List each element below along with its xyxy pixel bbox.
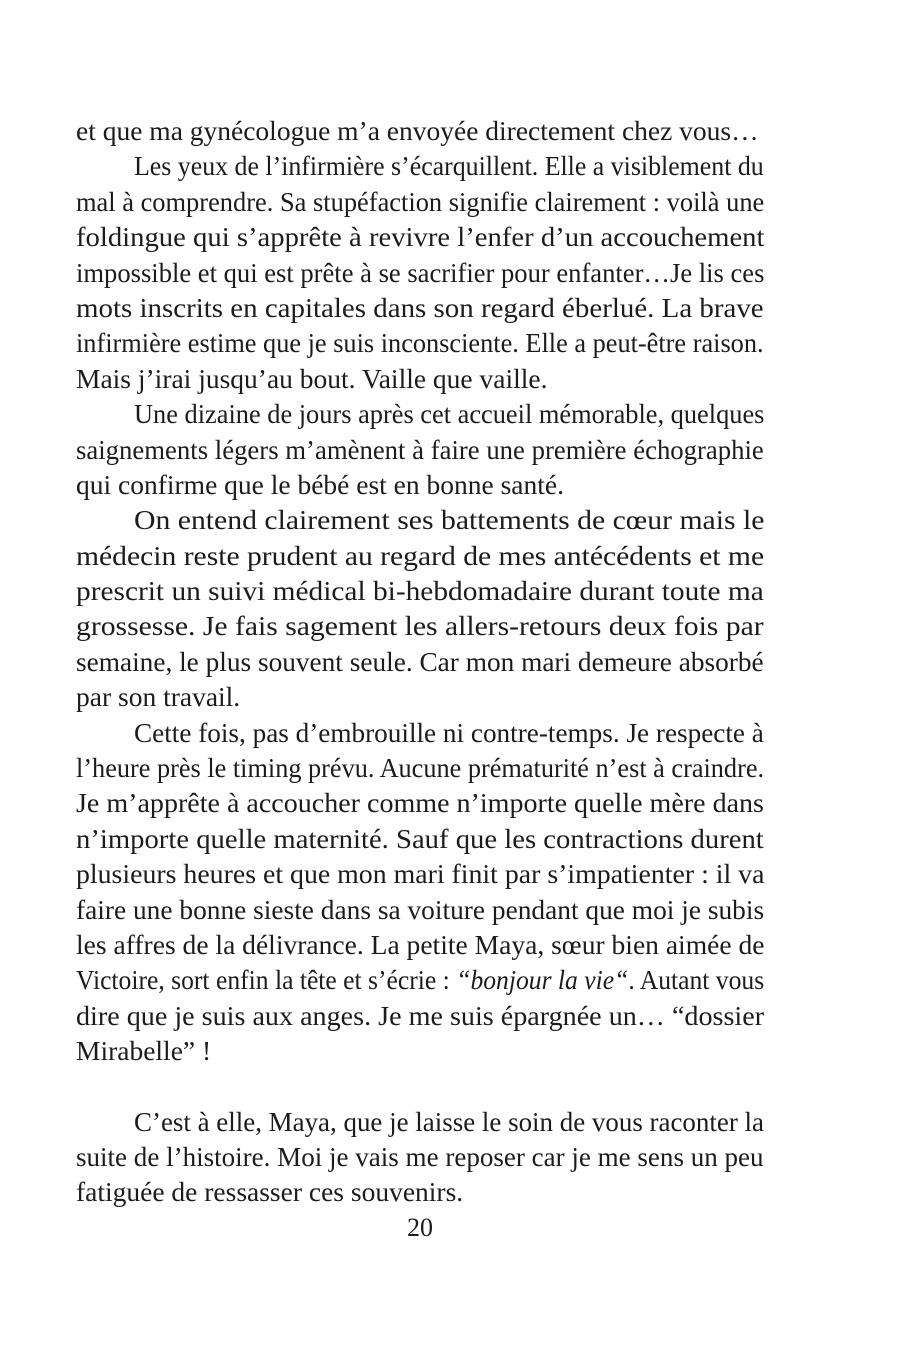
paragraph [76,502,764,714]
text-line: par son travail. [76,681,241,713]
text-line: prescrit un suivi médical bi-hebdomadaire durant toute ma [76,575,764,607]
text-line: et que ma gynécologue m’a envoyée directement chez vous… [76,115,759,146]
text-line: mots inscrits en capitales dans son regard éberlué. La brave [76,291,764,323]
paragraph [76,1104,764,1210]
paragraph [76,113,764,148]
text-line: l’heure près le timing prévu. Aucune prématurité n’est à craindre. [76,752,765,784]
text-line: les affres de la délivrance. La petite Maya, sœur bien aimée de [76,928,765,960]
text-line: saignements légers m’amènent à faire une première échographie [76,433,764,465]
text-line: grossesse. Je fais sagement les allers-retours deux fois par [76,610,764,642]
page-number: 20 [407,1213,433,1242]
text-line: Les yeux de l’infirmière s’écarquillent. Elle a visiblement du [134,150,764,182]
paragraph [76,396,764,502]
text-line: dire que je suis aux anges. Je me suis épargnée un… “dossier [76,999,765,1031]
text-line: mal à comprendre. Sa stupéfaction signifie clairement : voilà une [76,185,765,217]
text-line: médecin reste prudent au regard de mes antécédents et me [76,539,765,571]
text-line: suite de l’histoire. Moi je vais me reposer car je me sens un peu [76,1140,764,1172]
text-line: Mais j’irai jusqu’au bout. Vaille que vaille. [76,362,548,394]
paragraph [76,148,764,396]
text-line: C’est à elle, Maya, que je laisse le soin de vous raconter la [134,1105,764,1137]
text-line: Une dizaine de jours après cet accueil mémorable, quelques [134,398,765,430]
text-line: qui confirme que le bébé est en bonne santé. [76,468,564,500]
text-line: infirmière estime que je suis inconsciente. Elle a peut-être raison. [76,327,764,359]
text-line: On entend clairement ses battements de cœur mais le [134,504,765,536]
paragraph [76,715,764,1069]
text-line: Cette fois, pas d’embrouille ni contre-temps. Je respecte à [134,716,764,748]
text-line: foldingue qui s’apprête à revivre l’enfer d’un accouchement [76,221,765,253]
page-text-block [76,113,764,1210]
text-line: semaine, le plus souvent seule. Car mon mari demeure absorbé [76,645,764,677]
text-line: faire une bonne sieste dans sa voiture pendant que moi je subis [76,893,765,925]
text-line: plusieurs heures et que mon mari finit par s’impatienter : il va [76,858,765,890]
text-line: Mirabelle” ! [76,1035,212,1067]
text-line: n’importe quelle maternité. Sauf que les contractions durent [76,822,764,854]
text-line: Je m’apprête à accoucher comme n’importe quelle mère dans [76,787,764,819]
text-line: impossible et qui est prête à se sacrifier pour enfanter…Je lis ces [76,256,765,288]
text-line: fatiguée de ressasser ces souvenirs. [76,1176,464,1208]
text-line: Victoire, sort enfin la tête et s’écrie : “bonjour la vie“. Autant vous [76,964,765,996]
